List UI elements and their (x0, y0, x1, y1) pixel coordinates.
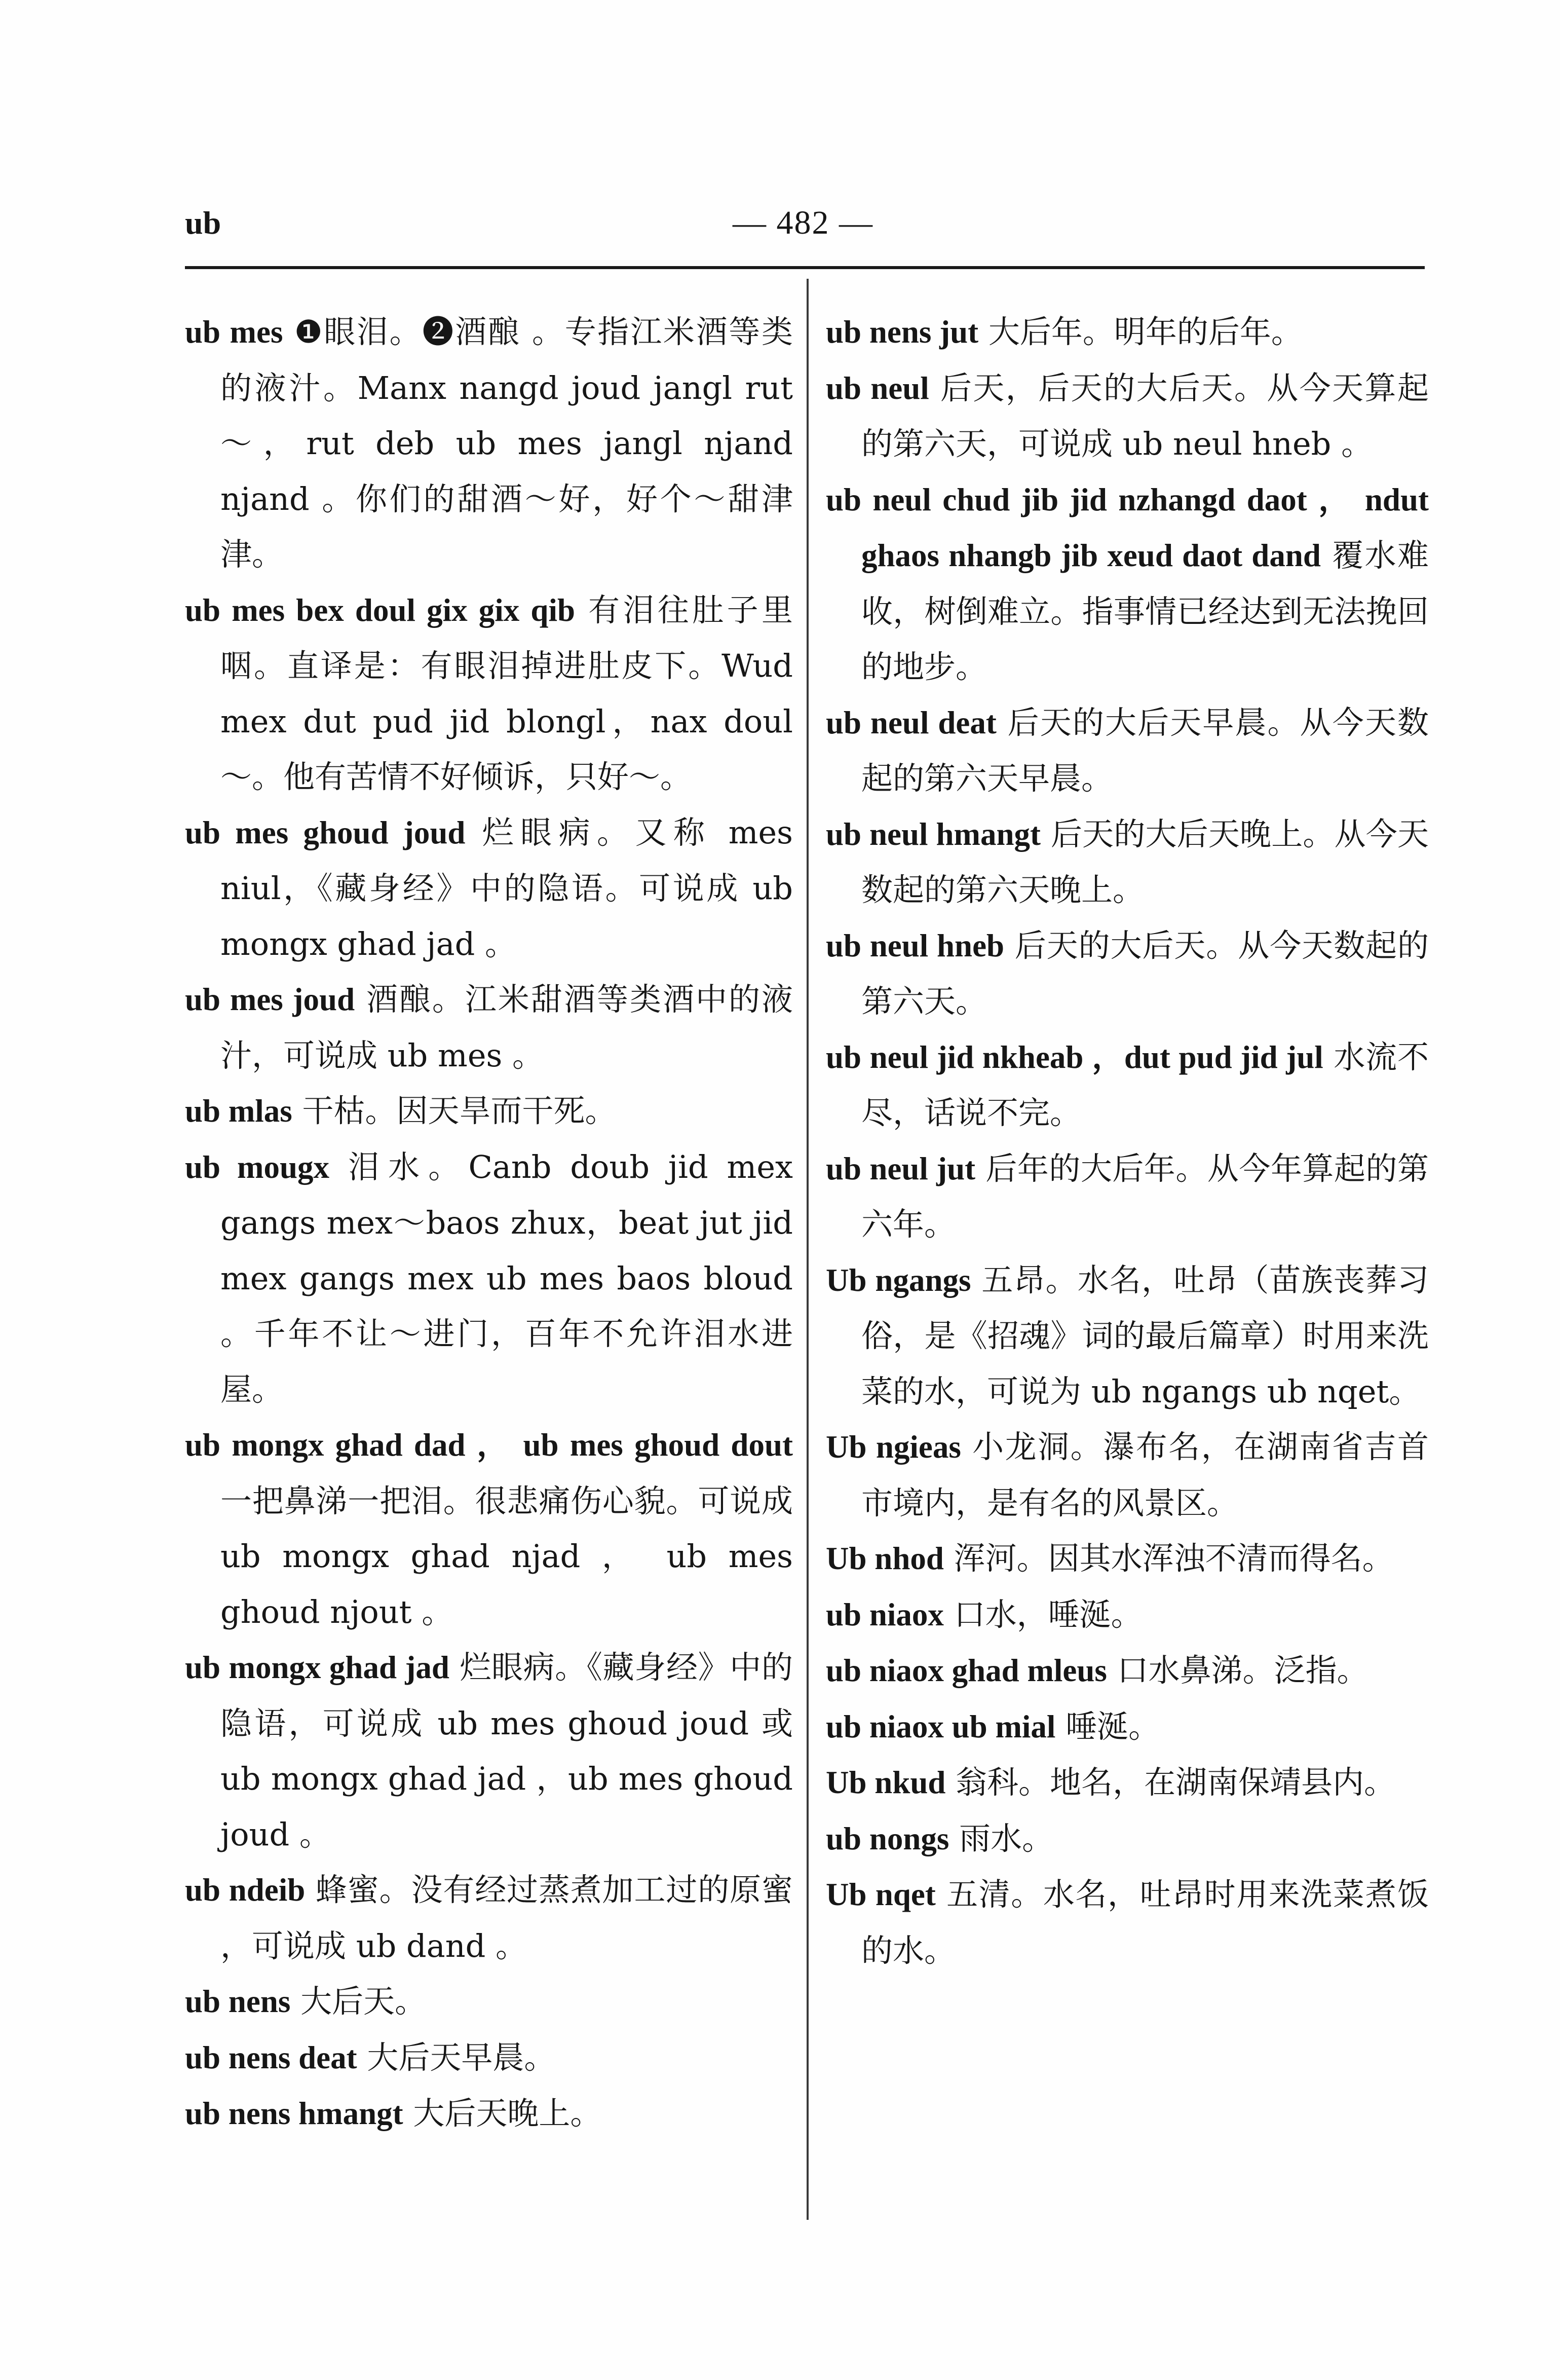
dictionary-entry (185, 805, 793, 972)
entry-definition: 雨水。 (959, 1819, 1054, 1857)
entry-definition: 大后年。明年的后年。 (988, 313, 1303, 350)
dictionary-entry (185, 304, 793, 582)
dictionary-entry (826, 1643, 1429, 1699)
entry-headword: ub nens hmangt (185, 2096, 403, 2131)
entry-headword: ub nens (185, 1984, 291, 2019)
entry-headword: Ub ngangs (826, 1262, 971, 1298)
entry-headword: ub neul hmangt (826, 816, 1041, 852)
dictionary-entry (185, 1640, 793, 1862)
entry-headword: ub mougx (185, 1149, 330, 1185)
dictionary-entry (185, 972, 793, 1083)
entry-headword: ub mongx ghad jad (185, 1650, 449, 1685)
entry-headword: ub neul deat (826, 704, 997, 740)
dictionary-entry (826, 806, 1429, 918)
dictionary-entry (185, 2030, 793, 2086)
entry-headword: Ub nhod (826, 1541, 944, 1576)
dictionary-entry (185, 1083, 793, 1139)
entry-definition: 酒酿。江米甜酒等类酒中的液汁，可说成 ub mes 。 (220, 981, 793, 1074)
entry-headword: Ub ngieas (826, 1429, 961, 1465)
dictionary-entry (185, 1862, 793, 1974)
entry-definition: 泪水。Canb doub jid mex gangs mex～baos zhux，beat jut jid mex gangs mex ub mes baos bloud 。千年不让～进门，百年不允许泪水进屋。 (220, 1148, 793, 1408)
entry-headword: ub neul (826, 370, 929, 406)
entry-headword: ub mes (185, 314, 283, 350)
entry-headword: ub mes bex doul gix gix qib (185, 592, 575, 628)
dictionary-entry (826, 1531, 1429, 1587)
dictionary-entry (826, 1587, 1429, 1643)
dictionary-entry (826, 1141, 1429, 1252)
dictionary-entry (826, 1867, 1429, 1978)
dictionary-entry (826, 1029, 1429, 1141)
entry-headword: ub neul hneb (826, 927, 1005, 963)
dictionary-entry (826, 1811, 1429, 1867)
entry-definition: 五昂。水名，吐昂（苗族丧葬习俗，是《招魂》词的最后篇章）时用来洗菜的水，可说为 ub ngangs ub nqet。 (861, 1261, 1429, 1410)
page-header (185, 200, 1425, 261)
entry-definition: 后年的大后年。从今年算起的第六年。 (861, 1149, 1429, 1243)
entry-definition: 后天，后天的大后天。从今天算起的第六天，可说成 ub neul hneb 。 (861, 369, 1429, 462)
entry-definition: 一把鼻涕一把泪。很悲痛伤心貌。可说成 ub mongx ghad njad ， ub mes ghoud njout 。 (220, 1482, 793, 1630)
right-column (826, 304, 1429, 2230)
dictionary-entry (826, 304, 1429, 360)
dictionary-entry (826, 1419, 1429, 1531)
dictionary-entry (826, 1252, 1429, 1420)
entry-definition: ❶眼泪。❷酒酿 。专指江米酒等类的液汁。Manx nangd joud jangl rut ～，rut deb ub mes jangl njand njand 。你们的甜酒～好，好个～甜津津。 (220, 313, 793, 573)
entry-definition: 大后天晚上。 (413, 2095, 602, 2132)
dictionary-entry (185, 582, 793, 805)
entry-definition: 小龙洞。瀑布名，在湖南省吉首市境内，是有名的风景区。 (861, 1428, 1429, 1521)
dictionary-entry (185, 2086, 793, 2142)
entry-headword: ub nens deat (185, 2039, 357, 2075)
entry-headword: ub nens jut (826, 314, 979, 350)
entry-definition: 后天的大后天晚上。从今天数起的第六天晚上。 (861, 815, 1429, 908)
entry-definition: 烂眼病。又称 mes niul，《藏身经》中的隐语。可说成 ub mongx ghad jad 。 (220, 813, 793, 962)
dictionary-entry (826, 1699, 1429, 1755)
entry-headword: ub ndeib (185, 1872, 306, 1908)
dictionary-entry (826, 695, 1429, 806)
left-column (185, 304, 793, 2230)
entry-definition: 五清。水名，吐昂时用来洗菜煮饭的水。 (861, 1876, 1429, 1969)
entry-definition: 浑河。因其水浑浊不清而得名。 (954, 1540, 1394, 1577)
dictionary-entry (826, 360, 1429, 472)
entry-headword: ub mes joud (185, 982, 355, 1017)
entry-headword: ub mlas (185, 1093, 292, 1129)
entry-headword: ub neul jid nkheab ，dut pud jid jul (826, 1039, 1323, 1075)
entry-headword: ub mes ghoud joud (185, 814, 466, 850)
entry-headword: Ub nqet (826, 1877, 936, 1912)
entry-definition: 口水，唾涎。 (954, 1595, 1143, 1633)
entry-definition: 后天的大后天。从今天数起的第六天。 (861, 926, 1429, 1020)
dictionary-entry (185, 1417, 793, 1640)
entry-definition: 大后天。 (300, 1983, 427, 2020)
entry-definition: 覆水难收，树倒难立。指事情已经达到无法挽回的地步。 (861, 537, 1429, 685)
entry-definition: 后天的大后天早晨。从今天数起的第六天早晨。 (861, 703, 1429, 797)
entry-definition: 蜂蜜。没有经过蒸煮加工过的原蜜 ，可说成 ub dand 。 (220, 1871, 793, 1964)
entry-headword: ub niaox ghad mleus (826, 1653, 1107, 1688)
entry-definition: 水流不尽，话说不完。 (861, 1038, 1429, 1131)
entry-definition: 干枯。因天旱而干死。 (302, 1092, 617, 1129)
entry-definition: 有泪往肚子里咽。直译是：有眼泪掉进肚皮下。Wud mex dut pud jid blongl，nax doul～。他有苦情不好倾诉，只好～。 (220, 591, 793, 795)
entry-definition: 口水鼻涕。泛指。 (1117, 1652, 1368, 1689)
entry-headword: ub neul jut (826, 1150, 976, 1186)
entry-headword: Ub nkud (826, 1765, 946, 1800)
entry-definition: 烂眼病。《藏身经》中的隐语，可说成 ub mes ghoud joud 或 ub mongx ghad jad ，ub mes ghoud joud 。 (220, 1649, 793, 1853)
guide-word: ub (185, 205, 221, 241)
entry-definition: 大后天早晨。 (367, 2038, 556, 2076)
dictionary-entry (826, 918, 1429, 1029)
header-rule (185, 266, 1425, 269)
entry-headword: ub niaox (826, 1596, 944, 1632)
entry-headword: ub neul chud jib jid nzhangd daot ， ndut ghaos nhangb jib xeud daot dand (826, 481, 1429, 573)
entry-headword: ub nongs (826, 1820, 949, 1856)
dictionary-entry (826, 472, 1429, 695)
entry-definition: 唾涎。 (1066, 1707, 1160, 1745)
entry-definition: 翁科。地名，在湖南保靖县内。 (956, 1764, 1396, 1801)
dictionary-entry (185, 1974, 793, 2030)
page-number: — 482 — (733, 204, 873, 241)
entry-headword: ub mongx ghad dad ， ub mes ghoud dout (185, 1427, 793, 1463)
entry-headword: ub niaox ub mial (826, 1708, 1056, 1744)
dictionary-entry (826, 1755, 1429, 1811)
dictionary-entry (185, 1139, 793, 1418)
column-divider (807, 279, 809, 2220)
